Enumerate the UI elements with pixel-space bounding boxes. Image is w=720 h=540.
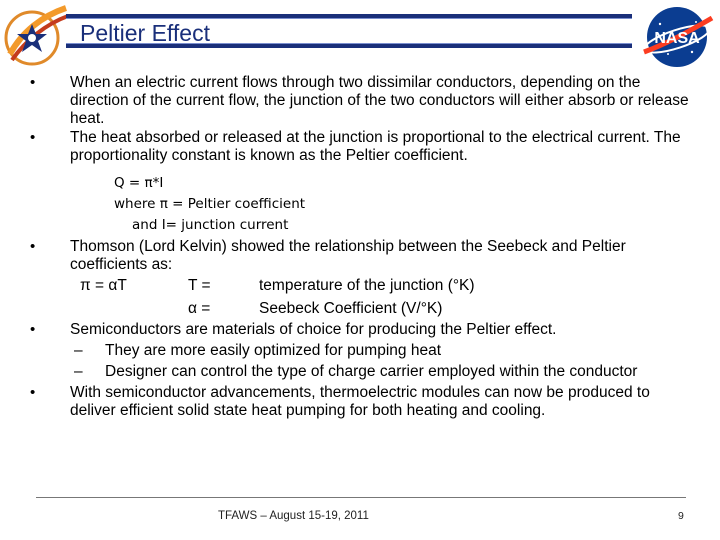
- bullet-marker: •: [30, 129, 36, 146]
- alpha-description: Seebeck Coefficient (V/°K): [259, 300, 443, 317]
- bullet-marker: •: [30, 321, 36, 338]
- bullet-text: With semiconductor advancements, thermoelectric modules can now be produced to deliver efficient solid state heat pumping for both heating and cooling.: [70, 384, 650, 419]
- slide-title: Peltier Effect: [80, 20, 210, 46]
- footer-divider: [36, 497, 686, 498]
- bullet-item: [26, 321, 696, 339]
- formula-line: Q = π*I: [114, 175, 164, 191]
- dash-marker: –: [74, 342, 83, 359]
- t-symbol: T =: [188, 277, 211, 294]
- formula-line: and I= junction current: [132, 217, 289, 233]
- thomson-row-2: [26, 298, 696, 321]
- dash-marker: –: [74, 363, 83, 380]
- bullet-text: The heat absorbed or released at the junction is proportional to the electrical current. The proportionality constant is known as the Peltier coefficient.: [70, 129, 681, 164]
- sub-bullet-item: [26, 363, 696, 381]
- page-number: 9: [678, 510, 684, 522]
- sub-bullet-text: Designer can control the type of charge carrier employed within the conductor: [105, 363, 638, 380]
- bullet-item: [26, 74, 696, 128]
- bullet-marker: •: [30, 238, 36, 255]
- bullet-text: When an electric current flows through two dissimilar conductors, depending on the direction of the current flow, the junction of the two conductors will either absorb or release heat.: [70, 74, 689, 127]
- bullet-marker: •: [30, 384, 36, 401]
- footer-text: TFAWS – August 15-19, 2011: [218, 510, 369, 522]
- bullet-item: [26, 384, 696, 420]
- slide-body: [26, 74, 696, 421]
- t-description: temperature of the junction (°K): [259, 277, 475, 294]
- formula-line: where π = Peltier coefficient: [114, 196, 306, 212]
- thomson-equation: π = αT: [80, 277, 127, 294]
- bullet-text: Thomson (Lord Kelvin) showed the relationship between the Seebeck and Peltier coefficients as:: [70, 238, 626, 273]
- bullet-text: Semiconductors are materials of choice for producing the Peltier effect.: [70, 321, 557, 338]
- alpha-symbol: α =: [188, 300, 211, 317]
- sub-bullet-text: They are more easily optimized for pumping heat: [105, 342, 441, 359]
- nasa-logo-text: NASA: [654, 30, 700, 47]
- bullet-marker: •: [30, 74, 36, 91]
- tfaws-emblem-icon: [2, 2, 72, 68]
- bullet-item: [26, 129, 696, 165]
- sub-bullet-item: [26, 342, 696, 360]
- nasa-logo-icon: [638, 4, 716, 70]
- bullet-item: [26, 238, 696, 274]
- thomson-row-1: [26, 275, 696, 298]
